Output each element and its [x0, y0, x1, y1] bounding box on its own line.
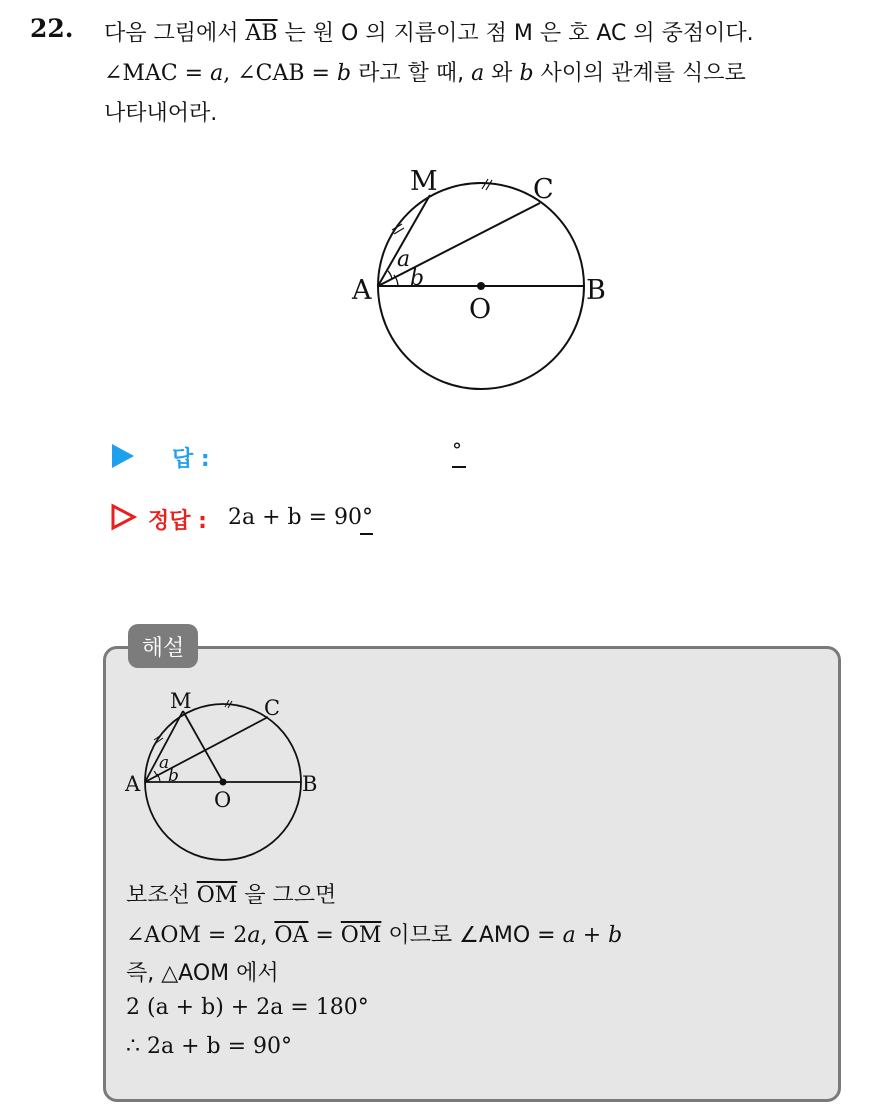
solution-tag: 해설 — [128, 624, 198, 668]
label-A: A — [352, 275, 372, 306]
label-O: O — [469, 294, 492, 325]
solution-center-point-O — [220, 779, 227, 786]
solution-label-C: C — [264, 696, 281, 720]
question-line-2: ∠MAC = a, ∠CAB = b 라고 할 때, a 와 b 사이의 관계를 식으로 — [104, 61, 746, 86]
solution-label-A: A — [125, 772, 141, 796]
question-line-3: 나타내어라. — [104, 101, 218, 126]
answer-label: 답 : — [172, 447, 210, 472]
solution-line-1: 보조선 $\overline{OM}$ 을 그으면 — [126, 883, 337, 908]
question-number: 22. — [30, 14, 74, 43]
answer-blank-unit: ° — [452, 438, 462, 462]
solution-line-3: 즉, △AOM 에서 — [126, 961, 279, 986]
question-line-1: 다음 그림에서 $\overline{AB}$ 는 원 O 의 지름이고 점 M 은 호 AC 의 중점이다. — [104, 21, 754, 46]
correct-answer-label: 정답 : — [148, 509, 207, 534]
segment-OA: $\overline{OA}$ — [274, 923, 309, 948]
solution-label-B: B — [302, 772, 318, 796]
segment-OM-2: $\overline{OM}$ — [340, 923, 382, 948]
solution-line-2: ∠AOM = 2a, $\overline{OA} = \overline{OM}$ 이므로 ∠AMO = a + b — [126, 923, 623, 948]
solution-label-angle-a: a — [159, 753, 170, 773]
label-angle-b: b — [410, 266, 425, 291]
label-angle-a: a — [397, 247, 411, 272]
correct-answer-value: 2a + b = 90° — [228, 505, 373, 530]
label-M: M — [410, 166, 438, 197]
label-B: B — [586, 275, 606, 306]
solution-label-angle-b: b — [168, 766, 179, 786]
solution-label-M: M — [170, 689, 192, 713]
solution-line-5: ∴ 2a + b = 90° — [126, 1034, 293, 1059]
solution-line-4: 2 (a + b) + 2a = 180° — [126, 995, 369, 1020]
segment-AB: $\overline{AB}$ — [245, 21, 278, 46]
segment-OM: $\overline{OM}$ — [196, 883, 238, 908]
label-C: C — [533, 174, 554, 205]
solution-segment-OM — [183, 711, 223, 782]
solution-label-O: O — [214, 788, 232, 812]
